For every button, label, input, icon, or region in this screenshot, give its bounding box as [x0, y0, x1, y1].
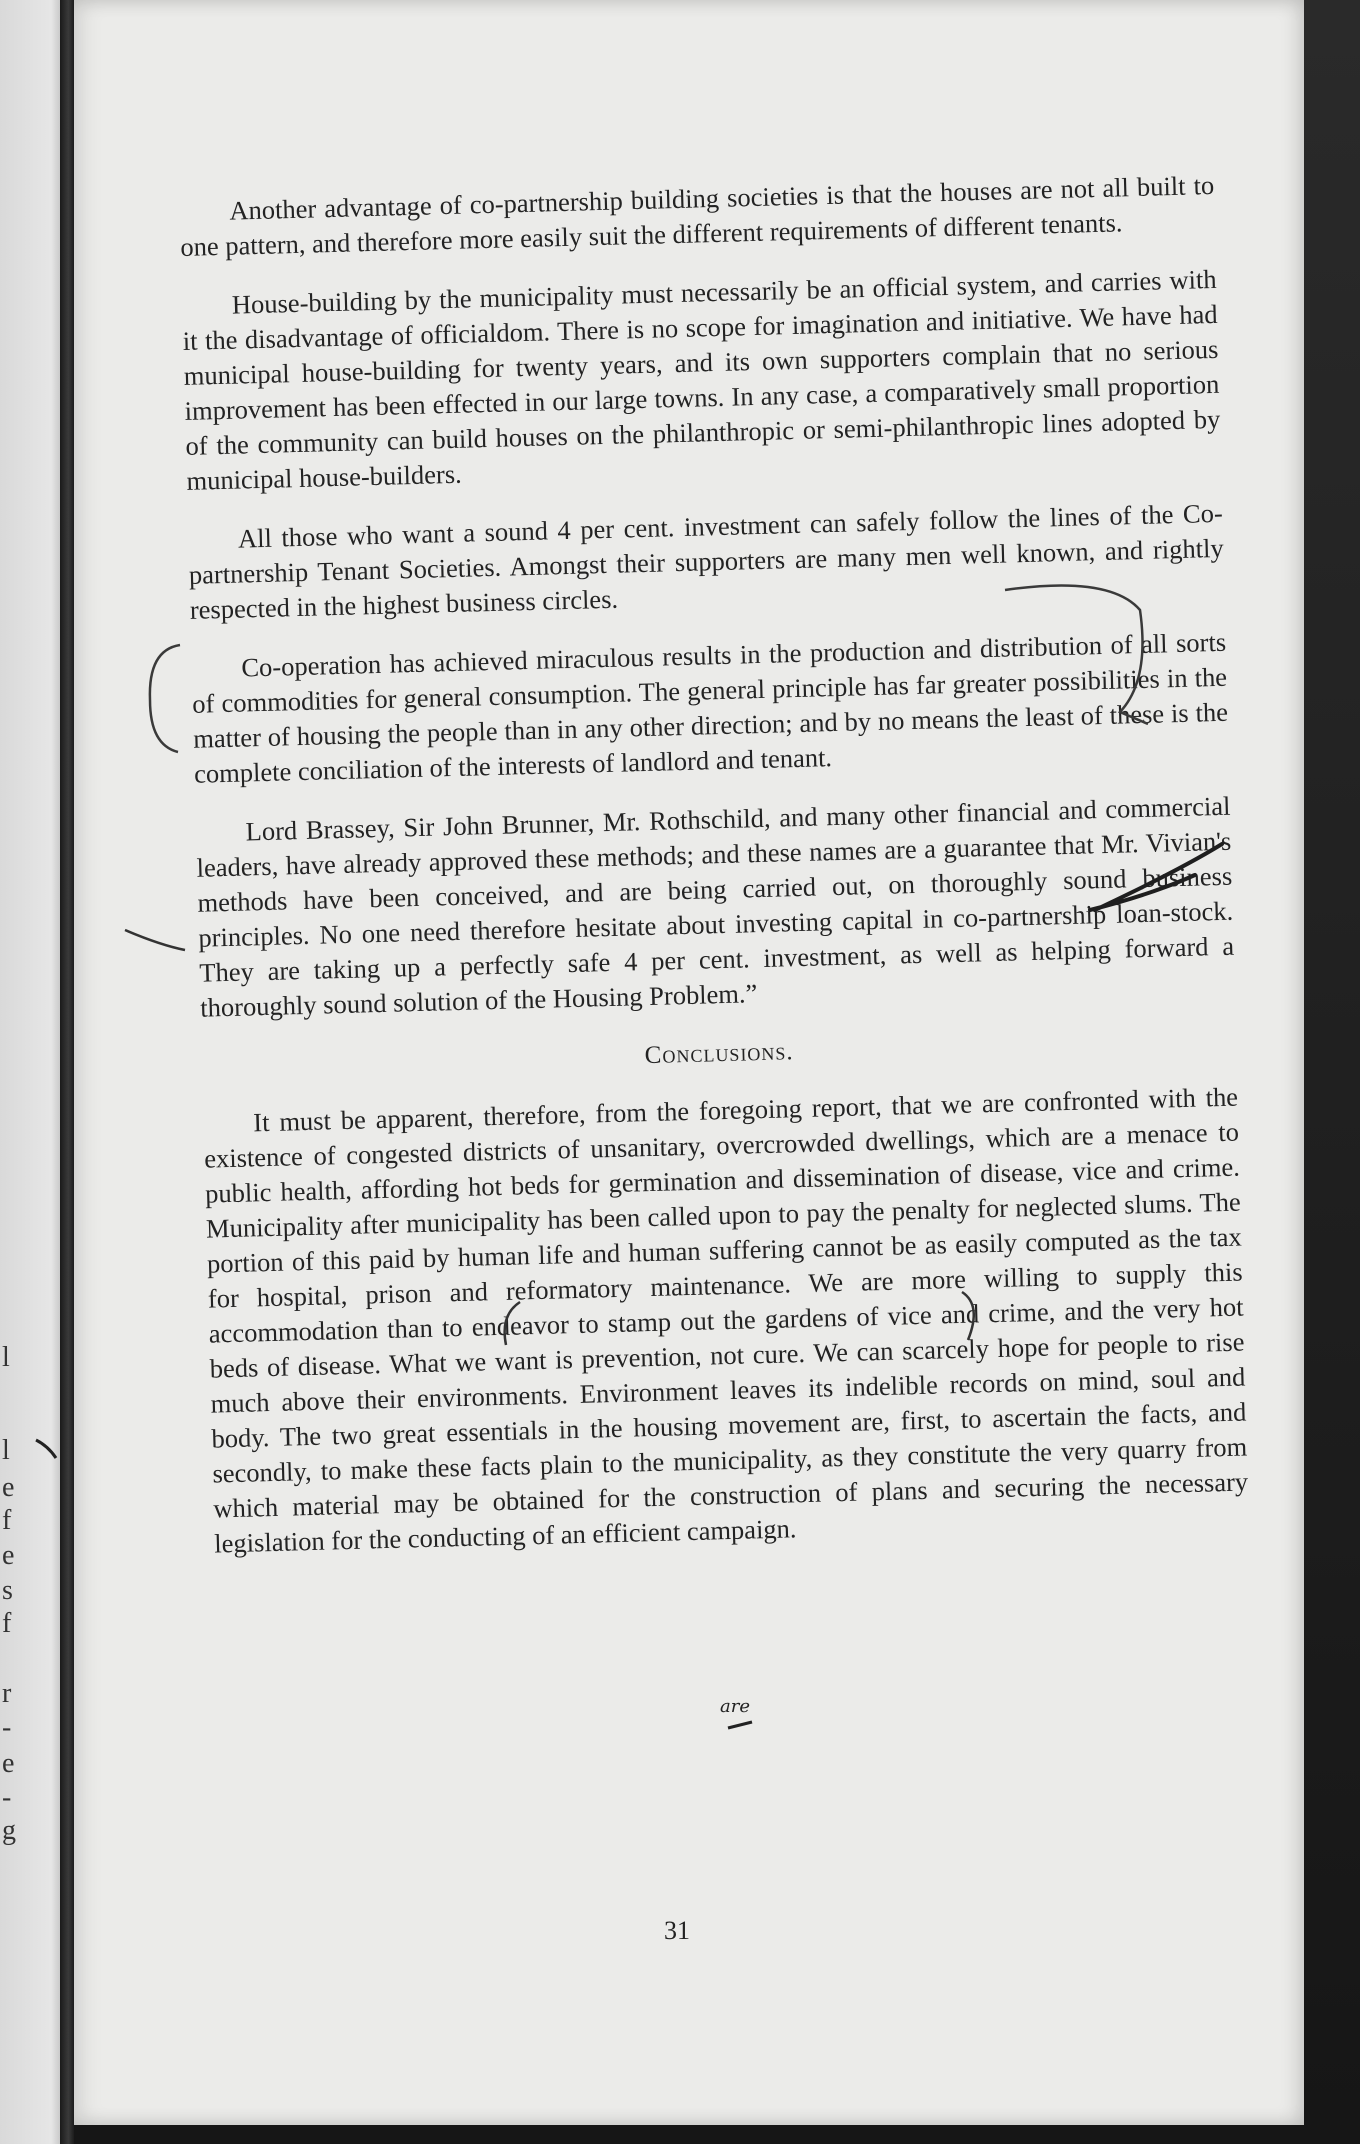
page-number: 31 — [664, 1916, 690, 1945]
left-page-fragment: f — [2, 1505, 12, 1536]
left-page-fragment: r — [2, 1678, 12, 1709]
handwritten-correction: are — [720, 1696, 750, 1717]
paragraph-coop-advantage: Another advantage of co-partnership building societies is that the houses are not all built to one pattern, and therefore more easily suit the different requirements of different tenants. — [179, 169, 1215, 262]
book-gutter — [60, 0, 74, 2144]
paragraph-investment: All those who want a sound 4 per cent. investment can safely follow the lines of the Co-partnership Tenant Societies. Amongst their supporters are many men well known, and rightly respected in the highest business circles. — [188, 497, 1224, 625]
left-page-fragment: l — [2, 1435, 10, 1466]
left-page-fragment: - — [2, 1782, 12, 1813]
adjacent-page-edge — [0, 0, 64, 2144]
left-page-fragment: e — [2, 1540, 15, 1571]
paragraph-conclusions: It must be apparent, therefore, from the foregoing report, that we are confronted with the existence of congested districts of unsanitary, overcrowded dwellings, which are a menace to public health, affording hot beds for germination and dissemination of disease, vice and crime. Municipality after municipality has been called upon to pay the penalty for neglected slums. The portion of this paid by human life and human suffering cannot be as easily computed as the tax for hospital, prison and reformatory maintenance. We are more willing to supply this accommodation than to endeavor to stamp out the gardens of vice and crime, and the very hot beds of disease. What we want is prevention, not cure. We can scarcely hope for people to rise much above their environments. Environment leaves its indelible records on mind, soul and body. The two great essentials in the housing movement are, first, to ascertain the facts, and secondly, to make these facts plain to the municipality, as they constitute the very quarry from which material may be obtained for the construction of plans and securing the necessary legislation for the conducting of an efficient campaign. — [203, 1081, 1249, 1559]
left-page-fragment: - — [2, 1712, 12, 1743]
page-text — [179, 168, 1250, 1586]
left-page-fragment: g — [2, 1815, 16, 1846]
left-page-fragment: f — [2, 1608, 12, 1639]
left-page-fragment: e — [2, 1748, 15, 1779]
section-heading: Conclusions. — [644, 1038, 794, 1070]
left-page-fragment: l — [2, 1342, 10, 1373]
left-page-fragment: e — [2, 1472, 15, 1503]
left-page-fragment: s — [2, 1575, 13, 1606]
document-page — [74, 0, 1304, 2125]
paragraph-cooperation: Co-operation has achieved miraculous results in the production and distribution of all sorts of commodities for general consumption. The general principle has far greater possibilities in the matter of housing the people than in any other direction; and by no means the least of these is the complete conciliation of the interests of landlord and tenant. — [191, 626, 1229, 789]
paragraph-municipal-building: House-building by the municipality must necessarily be an official system, and carries with it the disadvantage of officialdom. There is no scope for imagination and initiative. We have had municipal house-building for twenty years, and its own supporters complain that no serious improvement has been effected in our large towns. In any case, a comparatively small proportion of the community can build houses on the philanthropic or semi-philanthropic lines adopted by municipal house-builders. — [182, 263, 1221, 496]
paragraph-endorsements: Lord Brassey, Sir John Brunner, Mr. Rothschild, and many other financial and commercial leaders, have already approved these methods; and these names are a guarantee that Mr. Vivian's methods have been conceived, and are being carried out, on thoroughly sound business principles. No one need therefore hesitate about investing capital in co-partnership loan-stock. They are taking up a perfectly safe 4 per cent. investment, as well as helping forward a thoroughly sound solution of the Housing Problem.” — [196, 790, 1235, 1023]
